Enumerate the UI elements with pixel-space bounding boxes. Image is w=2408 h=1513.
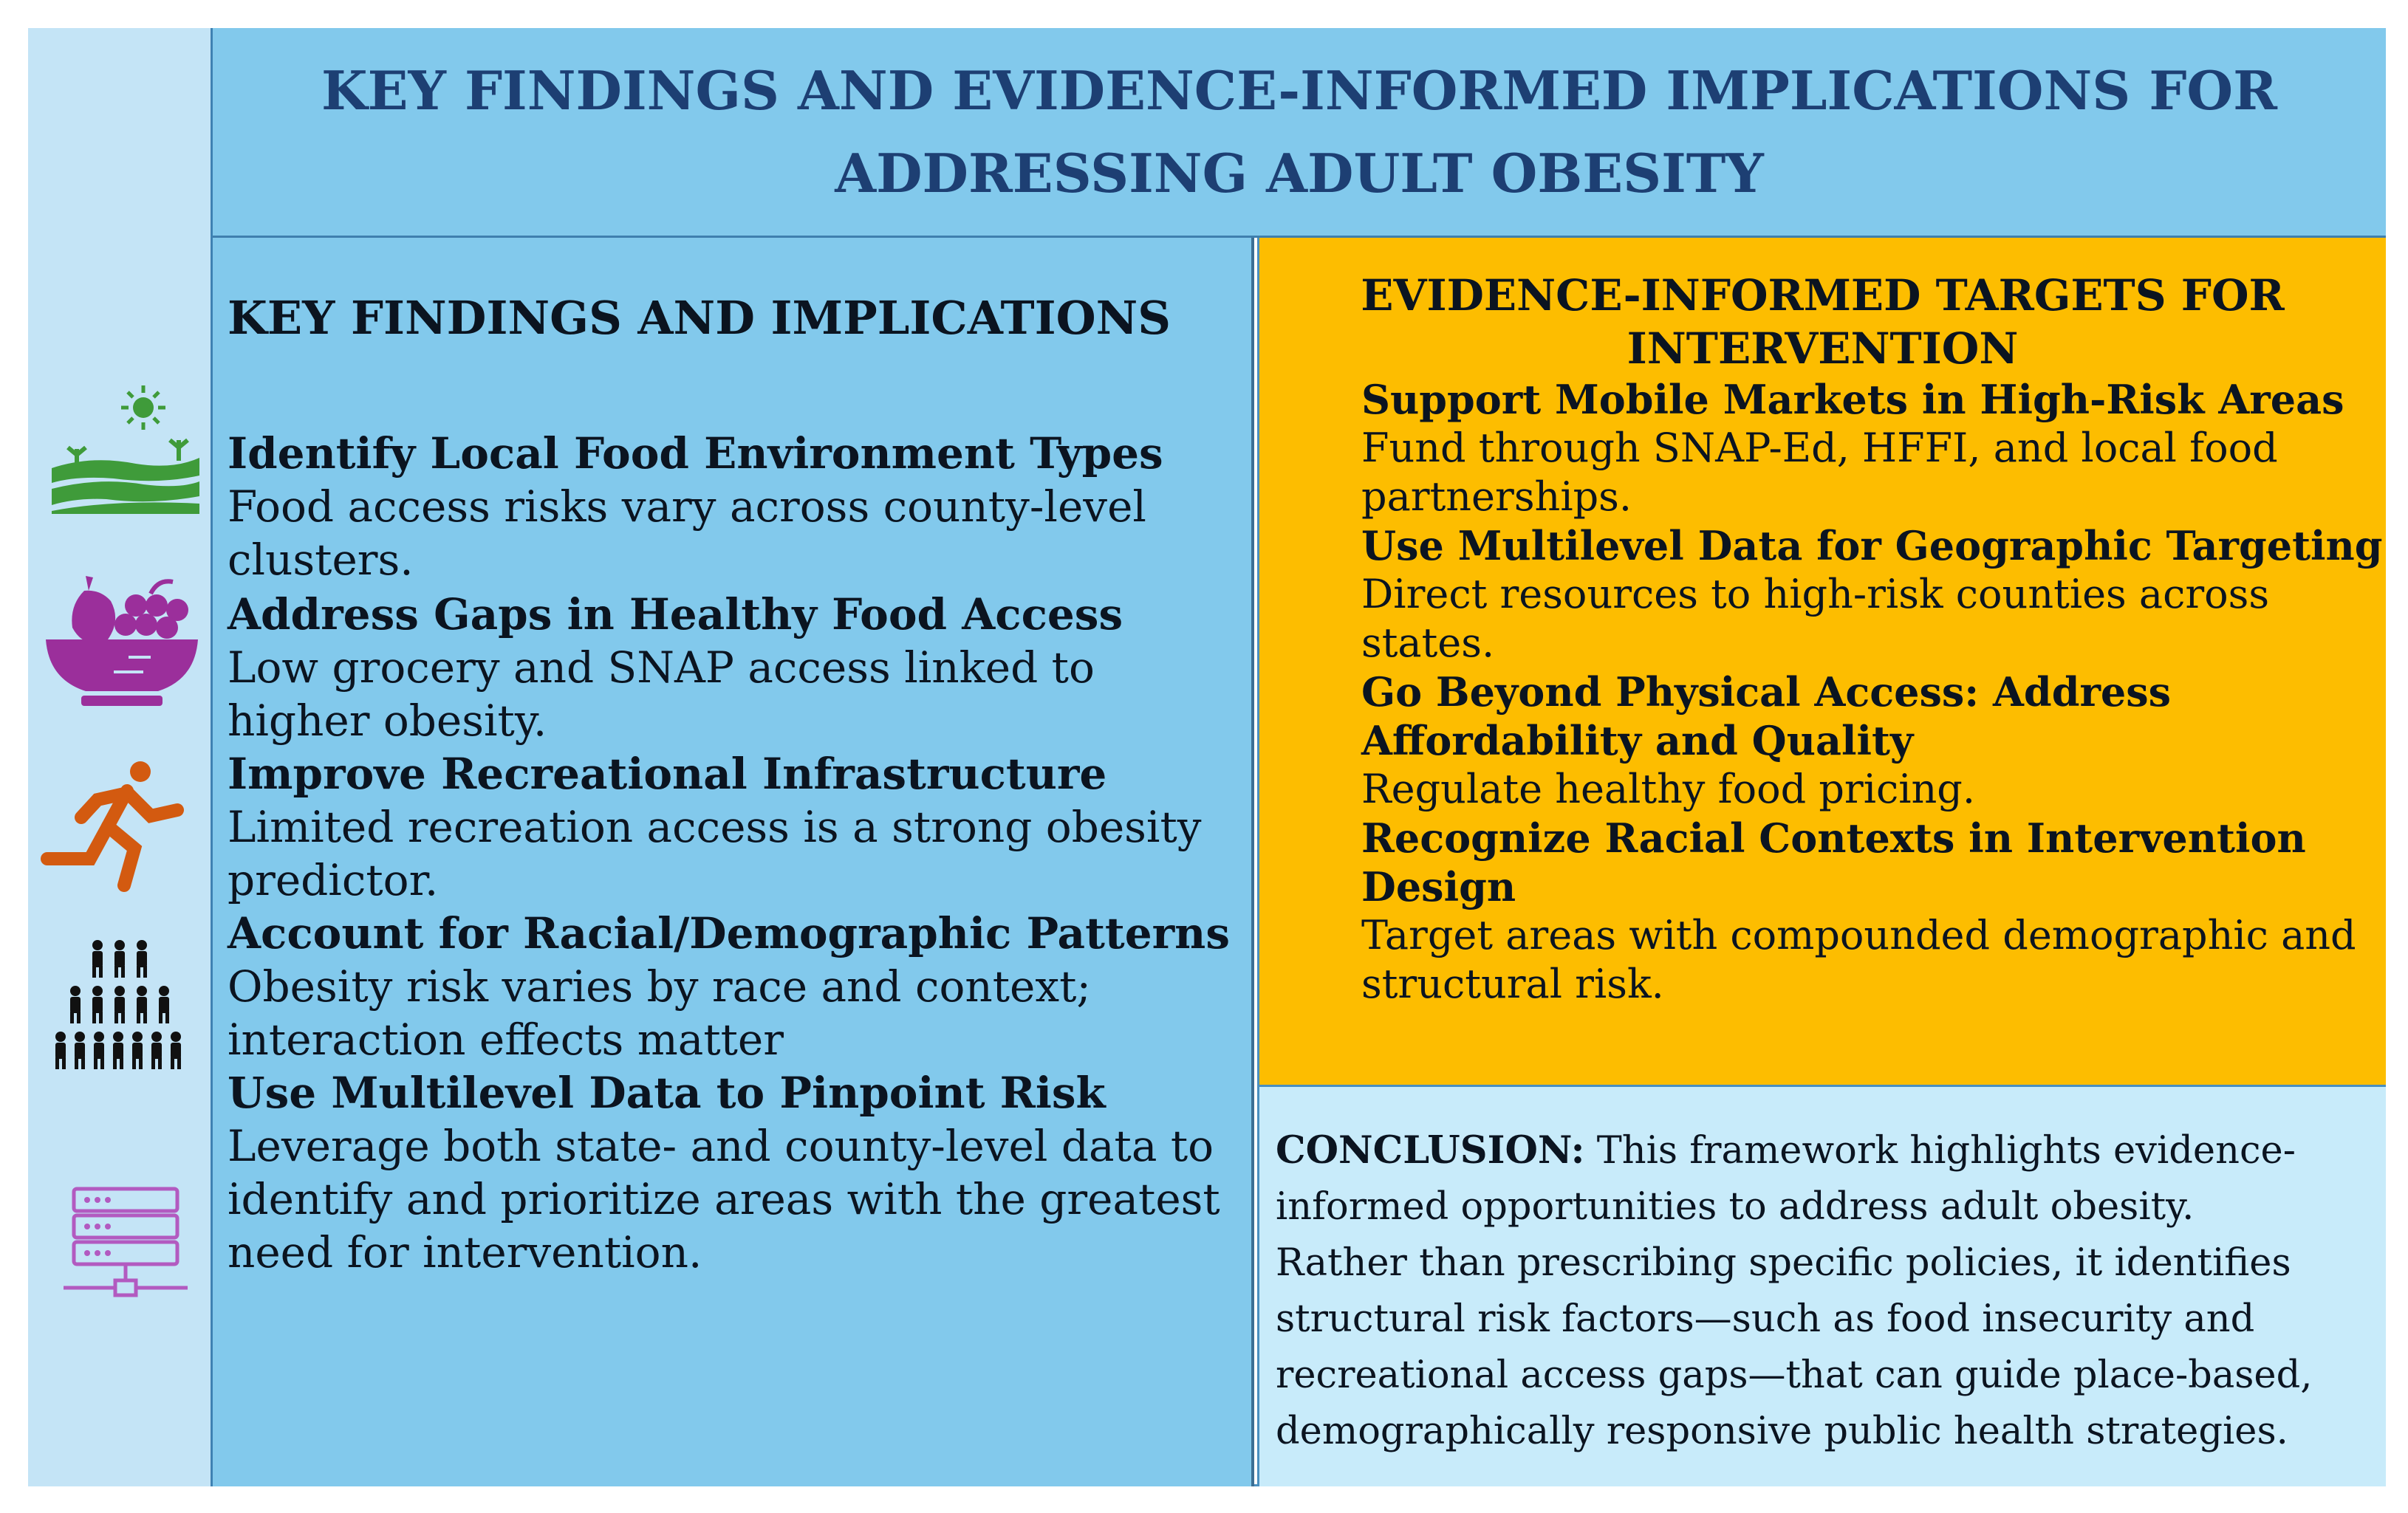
target-item: [1361, 668, 2373, 814]
finding-desc: Limited recreation access is a strong obesity: [228, 802, 1202, 852]
target-title: Support Mobile Markets in High-Risk Areas: [1361, 376, 2344, 423]
conclusion-line: informed opportunities to address adult obesity.: [1276, 1185, 2195, 1229]
key-findings-panel: [213, 238, 1254, 1486]
target-desc: Regulate healthy food pricing.: [1361, 766, 1976, 812]
target-desc: states.: [1361, 620, 1495, 666]
finding-desc: Food access risks vary across county-level: [228, 481, 1146, 532]
icon-sidebar: [28, 28, 213, 1486]
finding-title: Use Multilevel Data to Pinpoint Risk: [228, 1068, 1106, 1118]
finding-desc: Low grocery and SNAP access linked to: [228, 642, 1095, 693]
intervention-targets-panel: [1257, 238, 2386, 1087]
target-desc: Fund through SNAP-Ed, HFFI, and local food: [1361, 425, 2278, 471]
finding-title: Account for Racial/Demographic Patterns: [228, 908, 1230, 958]
finding-item: [228, 588, 1247, 747]
title-line-1: KEY FINDINGS AND EVIDENCE-INFORMED IMPLICATIONS FOR: [321, 58, 2277, 122]
target-title: Recognize Racial Contexts in Intervention: [1361, 814, 2306, 862]
targets-heading: [1259, 269, 2386, 375]
conclusion-text: [1276, 1122, 2376, 1460]
server-data-icon: [61, 1186, 191, 1301]
conclusion-panel: [1257, 1087, 2386, 1486]
finding-desc: identify and prioritize areas with the greatest: [228, 1174, 1220, 1224]
target-title: Design: [1361, 863, 1516, 910]
conclusion-line: This framework highlights evidence-: [1584, 1129, 2296, 1173]
fruit-bowl-icon: [40, 569, 204, 707]
finding-item: [228, 1066, 1247, 1279]
target-item: [1361, 521, 2383, 668]
finding-desc: interaction effects matter: [228, 1015, 784, 1065]
main-title-banner: [213, 28, 2386, 238]
finding-desc: clusters.: [228, 535, 414, 585]
target-desc: structural risk.: [1361, 961, 1664, 1007]
finding-desc: Obesity risk varies by race and context;: [228, 961, 1091, 1012]
target-title: Use Multilevel Data for Geographic Targeting: [1361, 522, 2383, 569]
key-findings-heading: KEY FINDINGS AND IMPLICATIONS: [228, 291, 1171, 345]
target-desc: Target areas with compounded demographic and: [1361, 912, 2356, 958]
finding-desc: need for intervention.: [228, 1227, 702, 1277]
finding-desc: Leverage both state- and county-level data to: [228, 1121, 1214, 1171]
finding-desc: predictor.: [228, 855, 439, 905]
target-title: Go Beyond Physical Access: Address: [1361, 668, 2172, 716]
target-item: [1361, 814, 2373, 1009]
conclusion-label: CONCLUSION:: [1276, 1128, 1585, 1173]
conclusion-line: recreational access gaps—that can guide place-based,: [1276, 1354, 2313, 1397]
conclusion-line: demographically responsive public health strategies.: [1276, 1410, 2288, 1453]
farm-landscape-icon: [47, 381, 202, 514]
finding-item: [228, 427, 1247, 586]
conclusion-line: structural risk factors—such as food insecurity and: [1276, 1297, 2255, 1341]
target-desc: Direct resources to high-risk counties across: [1361, 571, 2270, 617]
finding-item: [228, 907, 1247, 1066]
target-desc: partnerships.: [1361, 473, 1632, 520]
finding-item: [228, 747, 1247, 907]
finding-title: Identify Local Food Environment Types: [228, 428, 1163, 478]
finding-title: Improve Recreational Infrastructure: [228, 749, 1107, 799]
conclusion-line: Rather than prescribing specific policies, it identifies: [1276, 1241, 2291, 1285]
targets-heading-line: INTERVENTION: [1627, 323, 2019, 374]
target-item: [1361, 375, 2373, 521]
title-line-2: ADDRESSING ADULT OBESITY: [835, 141, 1764, 205]
targets-heading-line: EVIDENCE-INFORMED TARGETS FOR: [1361, 270, 2285, 320]
finding-title: Address Gaps in Healthy Food Access: [228, 589, 1123, 639]
running-person-icon: [37, 755, 194, 896]
population-group-icon: [50, 938, 198, 1078]
target-title: Affordability and Quality: [1361, 717, 1914, 764]
finding-desc: higher obesity.: [228, 696, 547, 746]
